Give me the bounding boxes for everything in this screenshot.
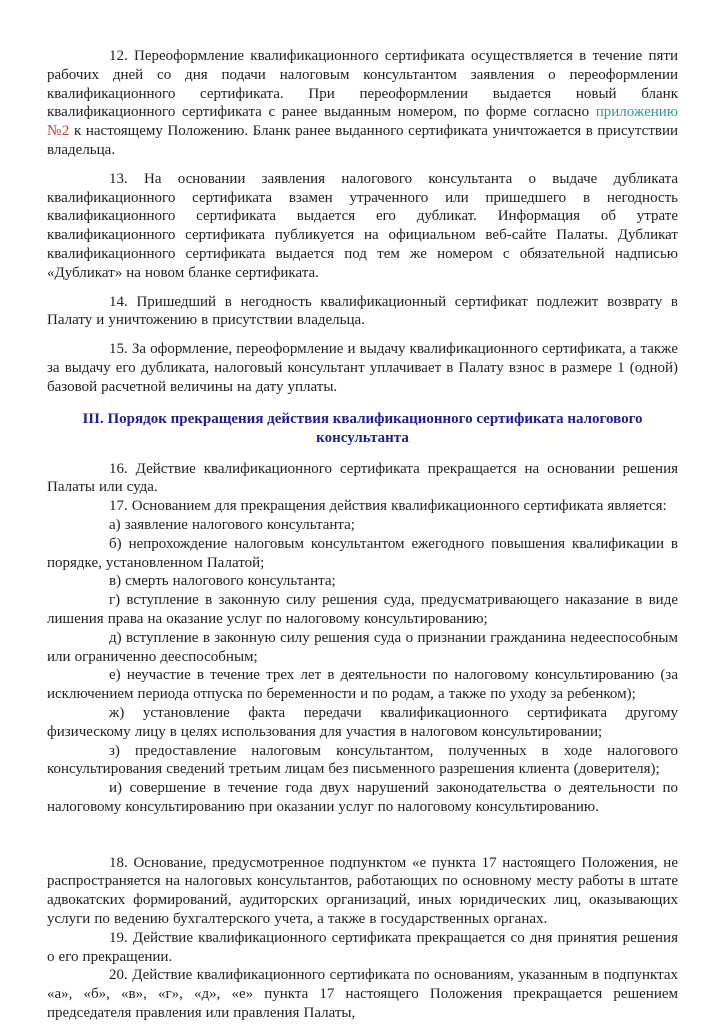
paragraph-13: 13. На основании заявления налогового консультанта о выдаче дубликата квалификационного сертификата взамен утраченного или пришедшего в негодность квалификационного сертификата выдается его дубликат. Информация об утрате квалификационного сертификата публикуется на официальном веб-сайте Палаты. Дубликат квалификационного сертификата выдается под тем же номером с обязательной надписью «Дубликат» на новом бланке сертификата.	[47, 170, 678, 281]
paragraph-20: 20. Действие квалификационного сертификата по основаниям, указанным в подпунктах «а», «б», «в», «г», «д», «е» пункта 17 настоящего Положения прекращается решением председателя правления или правления Палаты,	[47, 967, 678, 1022]
list-item-g: г) вступление в законную силу решения суда, предусматривающего наказание в виде лишения права на оказание услуг по налоговому консультированию;	[47, 592, 678, 627]
list-item-d: д) вступление в законную силу решения суда о признании гражданина недееспособным или ограниченно дееспособным;	[47, 629, 678, 665]
section-iii-heading: III. Порядок прекращения действия квалификационного сертификата налогового консультанта	[82, 410, 643, 447]
list-item-zh: ж) установление факта передачи квалификационного сертификата другому физическому лицу в целях использования для участия в налоговом консультировании;	[47, 704, 678, 740]
appendix-number-link[interactable]: №2	[47, 123, 70, 140]
paragraph-12-text-after: к настоящему Положению. Бланк ранее выданного сертификата уничтожается в присутствии владельца.	[47, 123, 679, 158]
list-item-v: в) смерть налогового консультанта;	[109, 573, 336, 590]
paragraph-18: 18. Основание, предусмотренное подпунктом «е пункта 17 настоящего Положения, не распространяется на налоговых консультантов, работающих по основному месту работы в штате адвокатских формирований, аудиторских организаций, иных юридических лиц, оказывающих услуги по ведению бухгалтерского учета, а также в государственных органах.	[47, 854, 678, 928]
list-item-b: б) непрохождение налоговым консультантом ежегодного повышения квалификации в порядке, установленном Палатой;	[47, 535, 678, 571]
paragraph-17: 17. Основанием для прекращения действия квалификационного сертификата является:	[109, 498, 667, 515]
appendix-link[interactable]: приложению	[595, 104, 678, 121]
paragraph-19: 19. Действие квалификационного сертификата прекращается со дня принятия решения о его прекращении.	[47, 929, 678, 965]
paragraph-12-text-before: 12. Переоформление квалификационного сертификата осуществляется в течение пяти рабочих дней со дня подачи налоговым консультантом заявления о переоформлении квалификационного сертификата. При переоформлении выдается новый бланк квалификационного сертификата с ранее выданным номером, по форме согласно	[47, 48, 678, 121]
list-item-z: з) предоставление налоговым консультантом, полученных в ходе налогового консультирования сведений третьим лицам без письменного разрешения клиента (доверителя);	[47, 742, 678, 778]
list-item-e: е) неучастие в течение трех лет в деятельности по налоговому консультированию (за исключением периода отпуска по беременности и по родам, а также по уходу за ребенком);	[47, 667, 678, 703]
paragraph-14: 14. Пришедший в негодность квалификационный сертификат подлежит возврату в Палату и уничтожению в присутствии владельца.	[47, 293, 678, 329]
list-item-i: и) совершение в течение года двух нарушений законодательства о деятельности по налоговому консультированию при оказании услуг по налоговому консультированию.	[47, 780, 678, 815]
paragraph-12	[47, 47, 678, 160]
paragraph-16: 16. Действие квалификационного сертификата прекращается на основании решения Палаты или суда.	[47, 460, 678, 496]
list-item-a: а) заявление налогового консультанта;	[109, 516, 355, 533]
paragraph-15: 15. За оформление, переоформление и выдачу квалификационного сертификата, а также за выдачу его дубликата, налоговый консультант уплачивает в Палату взнос в размере 1 (одной) базовой расчетной величины на дату уплаты.	[47, 341, 678, 395]
